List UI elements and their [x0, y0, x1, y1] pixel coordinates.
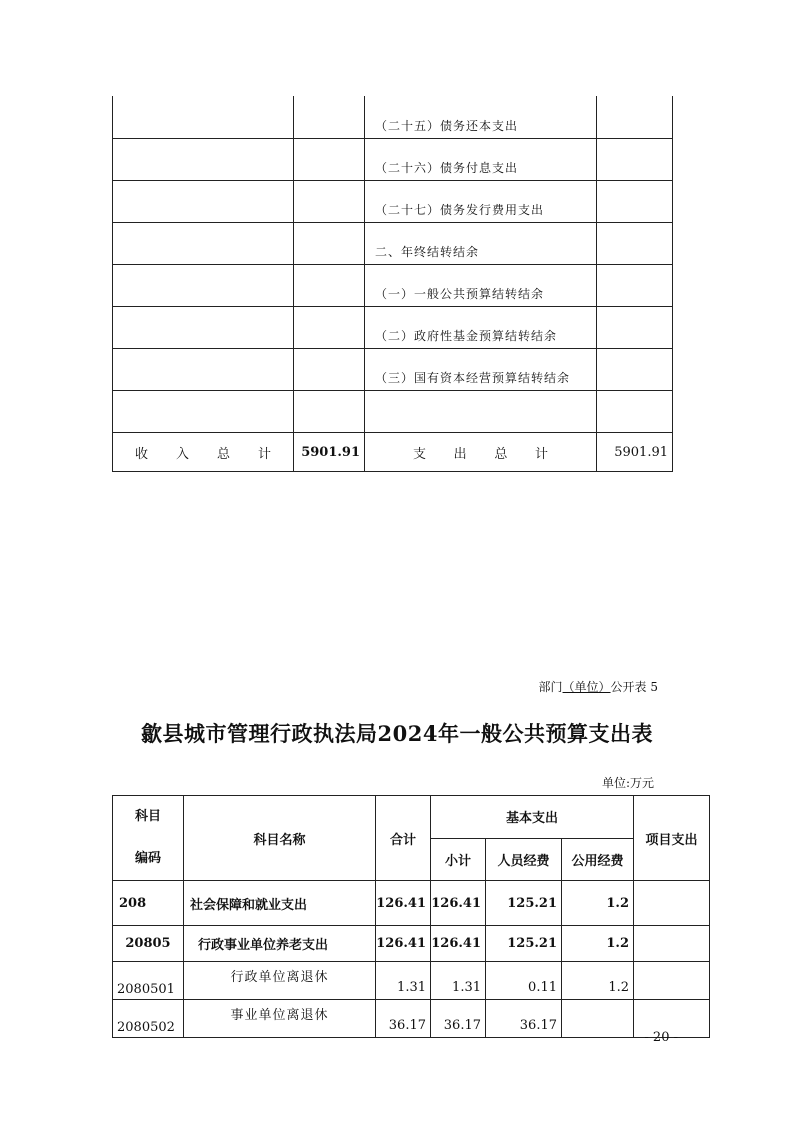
expense-amount-cell: [597, 139, 673, 181]
header-subtotal: 小计: [431, 838, 486, 881]
page-title: 歙县城市管理行政执法局2024年一般公共预算支出表: [141, 721, 653, 746]
expense-total-label: 支出总计: [365, 433, 597, 472]
income-item-cell: [113, 307, 294, 349]
expense-item-cell: （二）政府性基金预算结转结余: [365, 307, 597, 349]
income-item-cell: [113, 139, 294, 181]
header-basic: 基本支出: [431, 796, 634, 839]
row-total: 126.41: [376, 926, 431, 962]
income-amount-cell: [294, 391, 365, 433]
row-personnel: 125.21: [486, 926, 562, 962]
income-item-cell: [113, 349, 294, 391]
row-total: 126.41: [376, 881, 431, 926]
row-name: 事业单位离退休: [184, 1000, 376, 1038]
expense-item-cell: （一）一般公共预算结转结余: [365, 265, 597, 307]
table-row: [113, 96, 673, 139]
income-amount-cell: [294, 181, 365, 223]
row-total: 36.17: [376, 1000, 431, 1038]
table-row: [113, 926, 710, 962]
header-project: 项目支出: [634, 796, 710, 881]
table-row: [113, 307, 673, 349]
table-row: [113, 391, 673, 433]
header-personnel: 人员经费: [486, 838, 562, 881]
income-amount-cell: [294, 265, 365, 307]
row-subtotal: 36.17: [431, 1000, 486, 1038]
row-subtotal: 126.41: [431, 926, 486, 962]
row-code: 2080502: [113, 1000, 184, 1038]
row-total: 1.31: [376, 962, 431, 1000]
table-row: [113, 1000, 710, 1038]
income-item-cell: [113, 96, 294, 139]
expense-amount-cell: [597, 349, 673, 391]
row-public: [562, 1000, 634, 1038]
label-suffix: 公开表 5: [610, 680, 658, 694]
expense-amount-cell: [597, 223, 673, 265]
row-public: 1.2: [562, 881, 634, 926]
row-personnel: 0.11: [486, 962, 562, 1000]
expense-item-cell: （二十五）债务还本支出: [365, 96, 597, 139]
expense-amount-cell: [597, 391, 673, 433]
header-code: [113, 796, 184, 881]
income-item-cell: [113, 391, 294, 433]
row-public: 1.2: [562, 962, 634, 1000]
row-code: 20805: [113, 926, 184, 962]
page-number: - 20 -: [644, 1030, 678, 1045]
table-row: [113, 139, 673, 181]
header-code-line1: 科目: [134, 809, 161, 824]
row-subtotal: 1.31: [431, 962, 486, 1000]
row-name: 行政单位离退休: [184, 962, 376, 1000]
expense-item-cell: （二十七）债务发行费用支出: [365, 181, 597, 223]
row-code: 2080501: [113, 962, 184, 1000]
income-amount-cell: [294, 307, 365, 349]
expense-amount-cell: [597, 181, 673, 223]
income-amount-cell: [294, 139, 365, 181]
expense-amount-cell: [597, 307, 673, 349]
table-row: [113, 349, 673, 391]
table-row: [113, 962, 710, 1000]
header-total: 合计: [376, 796, 431, 881]
income-expense-total-table: [112, 96, 673, 472]
expense-item-cell: 二、年终结转结余: [365, 223, 597, 265]
row-personnel: 125.21: [486, 881, 562, 926]
table-row: [113, 881, 710, 926]
header-public: 公用经费: [562, 838, 634, 881]
row-personnel: 36.17: [486, 1000, 562, 1038]
income-item-cell: [113, 181, 294, 223]
expense-amount-cell: [597, 96, 673, 139]
header-name: 科目名称: [184, 796, 376, 881]
row-project: [634, 962, 710, 1000]
income-amount-cell: [294, 223, 365, 265]
header-code-line2: 编码: [134, 851, 161, 866]
row-name: 社会保障和就业支出: [184, 881, 376, 926]
table-row: [113, 265, 673, 307]
label-underlined: （单位）: [562, 680, 611, 694]
unit-label: 单位:万元: [601, 776, 654, 790]
row-project: [634, 926, 710, 962]
row-subtotal: 126.41: [431, 881, 486, 926]
income-amount-cell: [294, 96, 365, 139]
income-amount-cell: [294, 349, 365, 391]
income-total-value: 5901.91: [294, 433, 365, 472]
table-row: [113, 181, 673, 223]
row-name: 行政事业单位养老支出: [184, 926, 376, 962]
income-item-cell: [113, 223, 294, 265]
budget-expenditure-table: [112, 795, 710, 1038]
income-item-cell: [113, 265, 294, 307]
total-row: [113, 433, 673, 472]
table-row: [113, 223, 673, 265]
expense-amount-cell: [597, 265, 673, 307]
expense-item-cell: （二十六）债务付息支出: [365, 139, 597, 181]
row-code: 208: [113, 881, 184, 926]
expense-total-value: 5901.91: [597, 433, 673, 472]
header-row: [113, 796, 710, 839]
income-total-label: 收入总计: [113, 433, 294, 472]
row-public: 1.2: [562, 926, 634, 962]
table-number-label: [539, 678, 658, 695]
expense-item-cell: [365, 391, 597, 433]
row-project: [634, 881, 710, 926]
label-prefix: 部门: [538, 680, 563, 694]
expense-item-cell: （三）国有资本经营预算结转结余: [365, 349, 597, 391]
